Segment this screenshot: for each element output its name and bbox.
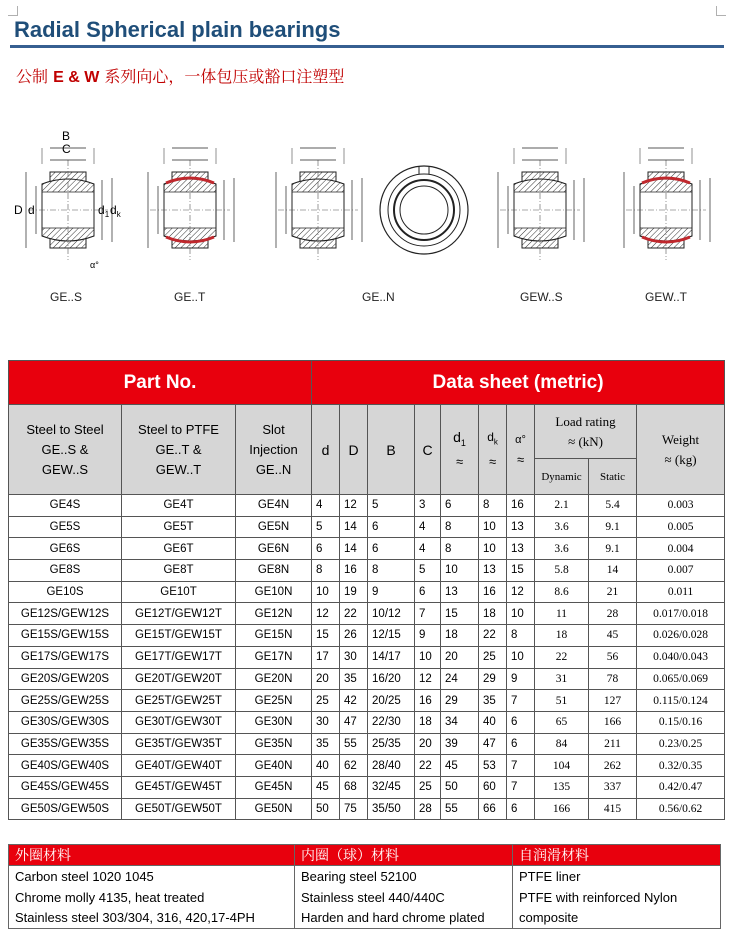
- table-row: [9, 776, 725, 798]
- col-big-d: D: [340, 405, 368, 495]
- table-cell: 166: [535, 798, 589, 820]
- subtitle-suffix: 系列向心，一体包压或豁口注塑型: [99, 67, 345, 86]
- table-cell: GE45N: [236, 776, 312, 798]
- table-cell: GE10T: [122, 581, 236, 603]
- table-cell: 10: [479, 538, 507, 560]
- table-cell: 7: [507, 776, 535, 798]
- table-cell: GE30S/GEW30S: [9, 711, 122, 733]
- table-cell: GE5N: [236, 516, 312, 538]
- table-cell: 22: [340, 603, 368, 625]
- table-cell: 14: [340, 538, 368, 560]
- subtitle-series: E & W: [53, 69, 100, 86]
- table-cell: 5.8: [535, 560, 589, 582]
- dim-dk-label: $d_k$: [110, 203, 121, 219]
- table-cell: 13: [479, 560, 507, 582]
- table-cell: 10: [415, 646, 441, 668]
- col-load-rating: Load rating ≈ (kN): [535, 405, 637, 459]
- table-cell: 45: [589, 625, 637, 647]
- table-cell: 8: [441, 538, 479, 560]
- table-cell: 35: [479, 690, 507, 712]
- table-cell: GE8T: [122, 560, 236, 582]
- table-cell: 28: [415, 798, 441, 820]
- table-cell: 6: [507, 798, 535, 820]
- table-cell: 11: [535, 603, 589, 625]
- table-cell: 10: [479, 516, 507, 538]
- table-row: [9, 690, 725, 712]
- subtitle-prefix: 公制: [16, 67, 54, 86]
- table-cell: 25/35: [368, 733, 415, 755]
- material-cell: Chrome molly 4135, heat treated: [9, 887, 295, 908]
- table-cell: 29: [479, 668, 507, 690]
- corner-mark-left: [8, 6, 18, 16]
- table-cell: GE4S: [9, 495, 122, 517]
- table-cell: 8.6: [535, 581, 589, 603]
- table-cell: 12: [312, 603, 340, 625]
- table-cell: GE30T/GEW30T: [122, 711, 236, 733]
- table-cell: 135: [535, 776, 589, 798]
- table-cell: 19: [340, 581, 368, 603]
- col-c: C: [415, 405, 441, 495]
- table-cell: 6: [312, 538, 340, 560]
- bearing-diagrams: [0, 110, 734, 310]
- table-cell: 16/20: [368, 668, 415, 690]
- table-cell: 10: [312, 581, 340, 603]
- table-cell: 30: [340, 646, 368, 668]
- table-cell: 5: [415, 560, 441, 582]
- dim-b-label: B: [62, 129, 71, 143]
- table-cell: 14: [340, 516, 368, 538]
- table-row: [9, 625, 725, 647]
- table-cell: 5: [368, 495, 415, 517]
- table-cell: 10: [507, 646, 535, 668]
- table-cell: 7: [507, 690, 535, 712]
- table-cell: 75: [340, 798, 368, 820]
- table-cell: GE45T/GEW45T: [122, 776, 236, 798]
- table-cell: 35: [312, 733, 340, 755]
- table-cell: 415: [589, 798, 637, 820]
- dim-c-label: C: [62, 142, 71, 156]
- table-cell: GE15T/GEW15T: [122, 625, 236, 647]
- table-cell: GE35S/GEW35S: [9, 733, 122, 755]
- table-row: [9, 538, 725, 560]
- table-cell: GE8S: [9, 560, 122, 582]
- table-cell: 62: [340, 755, 368, 777]
- col-dynamic: Dynamic: [535, 459, 589, 495]
- col-d: d: [312, 405, 340, 495]
- col-slot-injection: Slot Injection GE..N: [236, 405, 312, 495]
- table-cell: 13: [507, 516, 535, 538]
- table-cell: 20/25: [368, 690, 415, 712]
- table-cell: GE4N: [236, 495, 312, 517]
- table-cell: 8: [507, 625, 535, 647]
- title-underline: [10, 45, 724, 48]
- material-cell: Stainless steel 303/304, 316, 420,17-4PH: [9, 908, 295, 929]
- table-cell: 15: [312, 625, 340, 647]
- table-cell: GE6N: [236, 538, 312, 560]
- table-row: [9, 560, 725, 582]
- table-cell: 0.065/0.069: [637, 668, 725, 690]
- table-cell: 0.23/0.25: [637, 733, 725, 755]
- table-cell: GE12T/GEW12T: [122, 603, 236, 625]
- material-cell: PTFE liner: [513, 866, 721, 887]
- col-steel-to-ptfe: Steel to PTFE GE..T & GEW..T: [122, 405, 236, 495]
- table-cell: 51: [535, 690, 589, 712]
- table-cell: 68: [340, 776, 368, 798]
- table-cell: 7: [507, 755, 535, 777]
- table-cell: 56: [589, 646, 637, 668]
- table-cell: 13: [507, 538, 535, 560]
- table-cell: 50: [312, 798, 340, 820]
- table-cell: GE35N: [236, 733, 312, 755]
- data-sheet-header: Data sheet (metric): [312, 361, 725, 405]
- table-cell: 0.004: [637, 538, 725, 560]
- table-cell: 13: [441, 581, 479, 603]
- table-row: [9, 603, 725, 625]
- table-row: [9, 755, 725, 777]
- table-cell: 10: [441, 560, 479, 582]
- table-cell: GE6T: [122, 538, 236, 560]
- col-steel-to-steel: Steel to Steel GE..S & GEW..S: [9, 405, 122, 495]
- table-cell: 47: [479, 733, 507, 755]
- table-cell: 8: [368, 560, 415, 582]
- table-cell: 16: [415, 690, 441, 712]
- table-cell: 337: [589, 776, 637, 798]
- col-d1: $d_1$ ≈: [441, 405, 479, 495]
- table-row: [9, 495, 725, 517]
- table-cell: GE15S/GEW15S: [9, 625, 122, 647]
- table-cell: 65: [535, 711, 589, 733]
- corner-mark-right: [716, 6, 726, 16]
- table-cell: GE45S/GEW45S: [9, 776, 122, 798]
- table-cell: 28: [589, 603, 637, 625]
- table-cell: GE12S/GEW12S: [9, 603, 122, 625]
- table-cell: 16: [340, 560, 368, 582]
- table-cell: 15: [507, 560, 535, 582]
- table-cell: GE25S/GEW25S: [9, 690, 122, 712]
- table-cell: 22: [535, 646, 589, 668]
- table-cell: 16: [507, 495, 535, 517]
- table-cell: 18: [441, 625, 479, 647]
- table-cell: GE40T/GEW40T: [122, 755, 236, 777]
- dim-d-label: d: [28, 203, 35, 217]
- table-cell: 25: [479, 646, 507, 668]
- table-cell: 31: [535, 668, 589, 690]
- table-cell: 6: [368, 516, 415, 538]
- table-cell: 6: [368, 538, 415, 560]
- table-cell: GE10N: [236, 581, 312, 603]
- table-cell: 0.017/0.018: [637, 603, 725, 625]
- table-cell: 25: [415, 776, 441, 798]
- table-cell: 0.15/0.16: [637, 711, 725, 733]
- table-cell: 8: [441, 516, 479, 538]
- table-cell: 4: [312, 495, 340, 517]
- table-cell: GE20T/GEW20T: [122, 668, 236, 690]
- table-cell: 6: [507, 733, 535, 755]
- table-cell: 53: [479, 755, 507, 777]
- material-cell: Carbon steel 1020 1045: [9, 866, 295, 887]
- table-row: [9, 668, 725, 690]
- diagram-label-gew-s: GEW..S: [520, 290, 563, 304]
- table-cell: 6: [441, 495, 479, 517]
- diagram-label-ge-n: GE..N: [362, 290, 395, 304]
- diagram-ge-n-front: [380, 166, 468, 254]
- diagram-ge-t: [148, 148, 234, 260]
- table-cell: 8: [312, 560, 340, 582]
- table-cell: 34: [441, 711, 479, 733]
- table-cell: 20: [441, 646, 479, 668]
- table-cell: 60: [479, 776, 507, 798]
- table-cell: GE20N: [236, 668, 312, 690]
- page-title: Radial Spherical plain bearings: [14, 17, 341, 42]
- table-cell: 12: [415, 668, 441, 690]
- material-cell: Harden and hard chrome plated: [295, 908, 513, 929]
- table-cell: 3: [415, 495, 441, 517]
- table-cell: 4: [415, 538, 441, 560]
- part-no-header: Part No.: [9, 361, 312, 405]
- table-cell: GE17T/GEW17T: [122, 646, 236, 668]
- table-cell: GE10S: [9, 581, 122, 603]
- col-b: B: [368, 405, 415, 495]
- table-cell: 66: [479, 798, 507, 820]
- table-cell: 7: [415, 603, 441, 625]
- table-cell: GE25N: [236, 690, 312, 712]
- table-cell: 78: [589, 668, 637, 690]
- table-cell: 24: [441, 668, 479, 690]
- table-cell: 28/40: [368, 755, 415, 777]
- table-cell: 45: [441, 755, 479, 777]
- table-cell: 0.115/0.124: [637, 690, 725, 712]
- table-cell: 42: [340, 690, 368, 712]
- diagram-gew-s: [498, 148, 584, 260]
- materials-header-inner-ring: 内圈（球）材料: [295, 845, 513, 866]
- table-cell: 35: [340, 668, 368, 690]
- table-row: [9, 711, 725, 733]
- table-cell: 4: [415, 516, 441, 538]
- table-cell: 18: [535, 625, 589, 647]
- data-table: [8, 360, 725, 820]
- table-cell: 5.4: [589, 495, 637, 517]
- table-cell: 29: [441, 690, 479, 712]
- table-cell: 0.026/0.028: [637, 625, 725, 647]
- diagram-ge-n: [276, 148, 362, 260]
- table-cell: GE50S/GEW50S: [9, 798, 122, 820]
- table-cell: GE50N: [236, 798, 312, 820]
- table-cell: 22/30: [368, 711, 415, 733]
- dim-big-d-label: D: [14, 203, 23, 217]
- col-weight: Weight ≈ (kg): [637, 405, 725, 495]
- table-cell: 0.32/0.35: [637, 755, 725, 777]
- diagram-gew-t: [624, 148, 710, 260]
- material-cell: PTFE with reinforced Nylon: [513, 887, 721, 908]
- table-cell: 5: [312, 516, 340, 538]
- table-cell: 0.56/0.62: [637, 798, 725, 820]
- table-cell: 8: [479, 495, 507, 517]
- table-cell: 0.005: [637, 516, 725, 538]
- table-row: [9, 733, 725, 755]
- table-cell: GE5S: [9, 516, 122, 538]
- material-cell: composite: [513, 908, 721, 929]
- table-cell: 20: [312, 668, 340, 690]
- table-cell: GE35T/GEW35T: [122, 733, 236, 755]
- table-cell: 32/45: [368, 776, 415, 798]
- table-cell: 18: [479, 603, 507, 625]
- table-cell: 40: [479, 711, 507, 733]
- col-static: Static: [589, 459, 637, 495]
- table-cell: 25: [312, 690, 340, 712]
- table-cell: 9.1: [589, 538, 637, 560]
- table-cell: 21: [589, 581, 637, 603]
- table-cell: GE5T: [122, 516, 236, 538]
- table-cell: 2.1: [535, 495, 589, 517]
- table-row: [9, 516, 725, 538]
- col-alpha: α° ≈: [507, 405, 535, 495]
- table-cell: 0.040/0.043: [637, 646, 725, 668]
- table-cell: 10: [507, 603, 535, 625]
- material-cell: Bearing steel 52100: [295, 866, 513, 887]
- table-cell: GE40S/GEW40S: [9, 755, 122, 777]
- table-cell: 50: [441, 776, 479, 798]
- table-cell: GE12N: [236, 603, 312, 625]
- table-cell: 9: [368, 581, 415, 603]
- materials-table: [8, 844, 721, 929]
- table-cell: 15: [441, 603, 479, 625]
- table-cell: 3.6: [535, 516, 589, 538]
- dim-alpha-label: α°: [90, 260, 99, 270]
- table-cell: 14/17: [368, 646, 415, 668]
- table-cell: 17: [312, 646, 340, 668]
- table-cell: 6: [507, 711, 535, 733]
- diagram-label-ge-t: GE..T: [174, 290, 206, 304]
- table-cell: GE30N: [236, 711, 312, 733]
- table-cell: 18: [415, 711, 441, 733]
- table-cell: 39: [441, 733, 479, 755]
- table-cell: GE20S/GEW20S: [9, 668, 122, 690]
- table-cell: 0.003: [637, 495, 725, 517]
- diagram-label-gew-t: GEW..T: [645, 290, 687, 304]
- table-cell: 0.011: [637, 581, 725, 603]
- materials-header-self-lubricating: 自润滑材料: [513, 845, 721, 866]
- table-cell: 0.007: [637, 560, 725, 582]
- table-cell: GE40N: [236, 755, 312, 777]
- table-cell: 262: [589, 755, 637, 777]
- table-cell: 6: [415, 581, 441, 603]
- table-cell: 166: [589, 711, 637, 733]
- table-row: [9, 646, 725, 668]
- table-cell: 127: [589, 690, 637, 712]
- table-cell: GE17S/GEW17S: [9, 646, 122, 668]
- table-cell: 9: [415, 625, 441, 647]
- table-cell: GE50T/GEW50T: [122, 798, 236, 820]
- table-cell: 12: [507, 581, 535, 603]
- table-cell: 16: [479, 581, 507, 603]
- table-cell: 14: [589, 560, 637, 582]
- table-cell: 20: [415, 733, 441, 755]
- table-cell: 12/15: [368, 625, 415, 647]
- table-cell: 211: [589, 733, 637, 755]
- page-subtitle: [16, 64, 344, 87]
- table-cell: 30: [312, 711, 340, 733]
- table-row: [9, 798, 725, 820]
- table-cell: GE8N: [236, 560, 312, 582]
- table-cell: GE25T/GEW25T: [122, 690, 236, 712]
- table-cell: 26: [340, 625, 368, 647]
- table-cell: 10/12: [368, 603, 415, 625]
- materials-header-outer-ring: 外圈材料: [9, 845, 295, 866]
- table-row: [9, 581, 725, 603]
- table-cell: 40: [312, 755, 340, 777]
- table-cell: 22: [479, 625, 507, 647]
- table-cell: GE15N: [236, 625, 312, 647]
- table-cell: 104: [535, 755, 589, 777]
- table-cell: 9: [507, 668, 535, 690]
- dim-d1-label: $d_1$: [98, 203, 110, 219]
- table-cell: 22: [415, 755, 441, 777]
- table-cell: 3.6: [535, 538, 589, 560]
- table-cell: 9.1: [589, 516, 637, 538]
- table-cell: 12: [340, 495, 368, 517]
- table-cell: 47: [340, 711, 368, 733]
- table-cell: 55: [340, 733, 368, 755]
- table-cell: GE6S: [9, 538, 122, 560]
- table-cell: 84: [535, 733, 589, 755]
- table-cell: 45: [312, 776, 340, 798]
- col-dk: $d_k$ ≈: [479, 405, 507, 495]
- table-cell: GE17N: [236, 646, 312, 668]
- diagram-label-ge-s: GE..S: [50, 290, 83, 304]
- table-cell: 55: [441, 798, 479, 820]
- table-cell: 0.42/0.47: [637, 776, 725, 798]
- table-cell: 35/50: [368, 798, 415, 820]
- table-body: [9, 495, 725, 820]
- table-cell: GE4T: [122, 495, 236, 517]
- material-cell: Stainless steel 440/440C: [295, 887, 513, 908]
